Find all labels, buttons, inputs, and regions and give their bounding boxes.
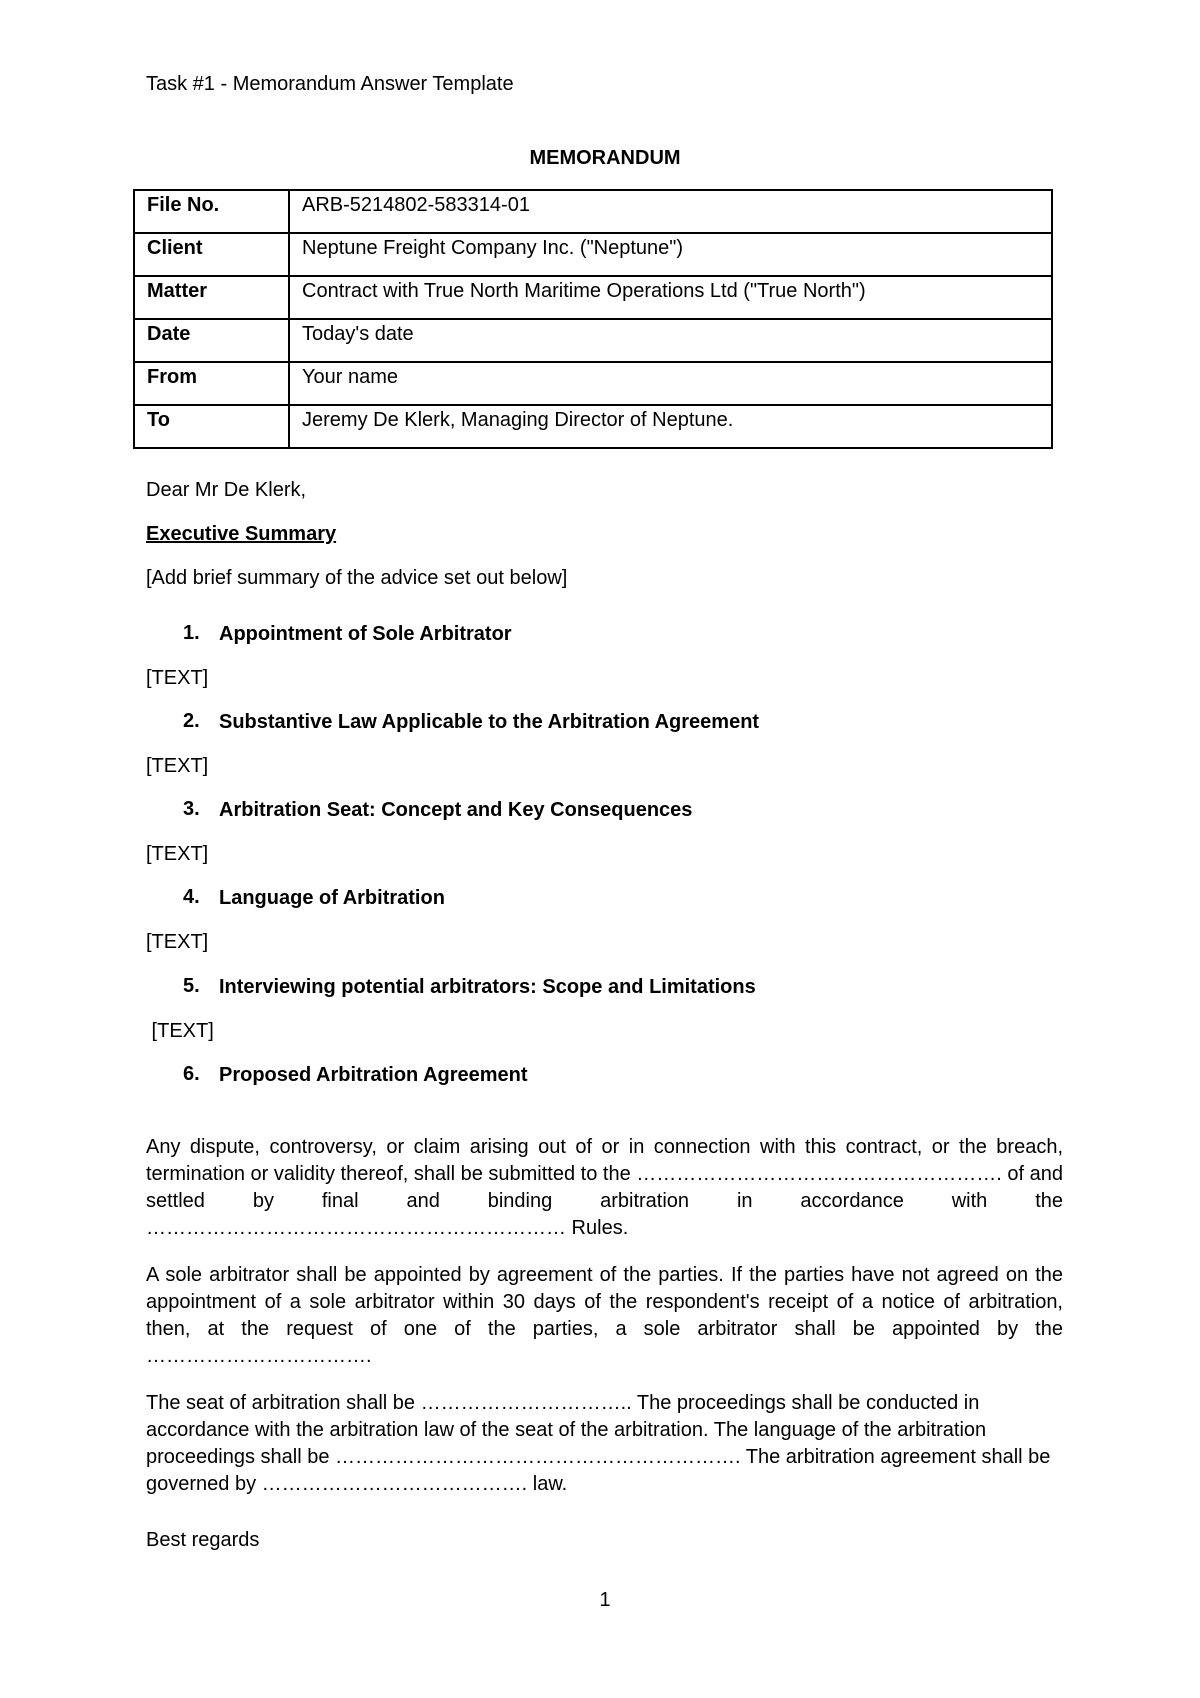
section-4-title: Language of Arbitration bbox=[219, 887, 445, 909]
section-5-text: [TEXT] bbox=[146, 1020, 214, 1042]
section-1-number: 1. bbox=[183, 622, 200, 644]
greeting: Dear Mr De Klerk, bbox=[146, 479, 307, 501]
executive-summary-text: [Add brief summary of the advice set out below] bbox=[146, 567, 568, 589]
table-row bbox=[134, 190, 1052, 233]
client-label: Client bbox=[134, 233, 289, 276]
section-6-number: 6. bbox=[183, 1063, 200, 1085]
section-1-title: Appointment of Sole Arbitrator bbox=[219, 623, 512, 645]
section-3-title: Arbitration Seat: Concept and Key Consequences bbox=[219, 799, 693, 821]
agreement-paragraph-1: Any dispute, controversy, or claim arising out of or in connection with this contract, or the breach, termination or validity thereof, shall be submitted to the ………………………………………………. of and settled by final and binding arbitration in accordance with the ……………………………………………………… Rules. bbox=[146, 1136, 1063, 1239]
date-value: Today's date bbox=[289, 319, 1052, 362]
matter-value: Contract with True North Maritime Operations Ltd ("True North") bbox=[289, 276, 1052, 319]
section-2-number: 2. bbox=[183, 710, 200, 732]
page-number: 1 bbox=[599, 1589, 611, 1611]
matter-label: Matter bbox=[134, 276, 289, 319]
table-row bbox=[134, 233, 1052, 276]
section-5-title: Interviewing potential arbitrators: Scope and Limitations bbox=[219, 976, 756, 998]
table-row bbox=[134, 276, 1052, 319]
section-2-text: [TEXT] bbox=[146, 755, 209, 777]
section-1-text: [TEXT] bbox=[146, 667, 209, 689]
section-6-title: Proposed Arbitration Agreement bbox=[219, 1064, 528, 1086]
executive-summary-heading: Executive Summary bbox=[146, 523, 337, 545]
document-header: Task #1 - Memorandum Answer Template bbox=[146, 73, 514, 95]
to-value: Jeremy De Klerk, Managing Director of Neptune. bbox=[289, 405, 1052, 448]
date-label: Date bbox=[134, 319, 289, 362]
table-row bbox=[134, 405, 1052, 448]
table-row bbox=[134, 362, 1052, 405]
section-5-number: 5. bbox=[183, 975, 200, 997]
closing: Best regards bbox=[146, 1529, 260, 1551]
agreement-paragraph-3: The seat of arbitration shall be ………………………….. The proceedings shall be conducted in accordance with the arbitration law of the seat of the arbitration. The language of the arbitration proceedings shall be ……………………………………………………. The arbitration agreement shall be governed by …………………………………. law. bbox=[146, 1392, 1051, 1495]
table-row bbox=[134, 319, 1052, 362]
from-label: From bbox=[134, 362, 289, 405]
section-4-text: [TEXT] bbox=[146, 931, 209, 953]
section-3-text: [TEXT] bbox=[146, 843, 209, 865]
file-no-label: File No. bbox=[134, 190, 289, 233]
client-value: Neptune Freight Company Inc. ("Neptune") bbox=[289, 233, 1052, 276]
to-label: To bbox=[134, 405, 289, 448]
agreement-paragraph-2: A sole arbitrator shall be appointed by agreement of the parties. If the parties have not agreed on the appointment of a sole arbitrator within 30 days of the respondent's receipt of a notice of arbitration, then, at the request of one of the parties, a sole arbitrator shall be appointed by the ……………………………. bbox=[146, 1264, 1063, 1367]
section-3-number: 3. bbox=[183, 798, 200, 820]
memo-details-table bbox=[133, 189, 1053, 449]
memo-title: MEMORANDUM bbox=[529, 147, 681, 169]
file-no-value: ARB-5214802-583314-01 bbox=[289, 190, 1052, 233]
from-value: Your name bbox=[289, 362, 1052, 405]
section-2-title: Substantive Law Applicable to the Arbitration Agreement bbox=[219, 711, 760, 733]
section-4-number: 4. bbox=[183, 886, 200, 908]
